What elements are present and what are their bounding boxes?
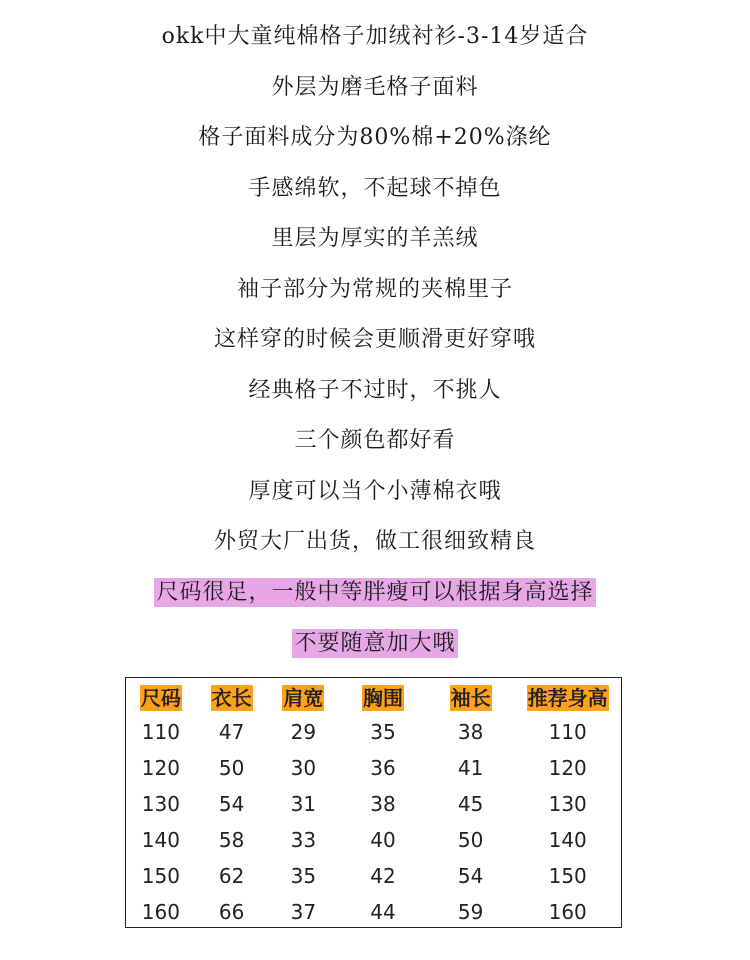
- table-cell: 47: [218, 720, 245, 744]
- table-cell: 58: [218, 828, 245, 852]
- size-note-text: 尺码很足，一般中等胖瘦可以根据身高选择: [156, 580, 594, 605]
- table-cell: 140: [141, 828, 180, 852]
- table-cell: 130: [548, 792, 587, 816]
- table-cell: 110: [548, 720, 587, 744]
- size-note-highlight: [0, 578, 750, 608]
- size-chart-header-row: [126, 678, 621, 714]
- table-cell: 120: [141, 756, 180, 780]
- description-line: 这样穿的时候会更顺滑更好穿哦: [213, 327, 536, 352]
- table-cell: 54: [457, 864, 484, 888]
- header-cell: 衣长: [211, 685, 252, 710]
- table-cell: 150: [548, 864, 587, 888]
- header-cell: 袖长: [450, 685, 491, 710]
- description-line: 袖子部分为常规的夹棉里子: [236, 277, 513, 302]
- description-line: 三个颜色都好看: [294, 428, 456, 453]
- header-cell: 推荐身高: [527, 685, 608, 710]
- table-cell: 50: [457, 828, 484, 852]
- size-warning-highlight: [0, 629, 750, 659]
- table-cell: 62: [218, 864, 245, 888]
- table-cell: 35: [290, 864, 317, 888]
- table-cell: 160: [548, 900, 587, 924]
- table-cell: 59: [457, 900, 484, 924]
- header-cell: 肩宽: [283, 685, 324, 710]
- description-line: 格子面料成分为80%棉+20%涤纶: [198, 125, 552, 150]
- table-cell: 29: [290, 720, 317, 744]
- table-cell: 37: [290, 900, 317, 924]
- table-cell: 120: [548, 756, 587, 780]
- table-row: [126, 822, 621, 858]
- table-cell: 50: [218, 756, 245, 780]
- table-cell: 42: [370, 864, 396, 888]
- table-cell: 36: [370, 756, 396, 780]
- table-cell: 38: [370, 792, 396, 816]
- product-title: okk中大童纯棉格子加绒衬衫-3-14岁适合: [161, 24, 589, 49]
- description-line: 外层为磨毛格子面料: [271, 75, 479, 100]
- size-chart-table: [126, 678, 621, 930]
- header-cell: 尺码: [140, 685, 181, 710]
- description-line: 手感绵软，不起球不掉色: [248, 176, 502, 201]
- table-cell: 130: [141, 792, 180, 816]
- table-cell: 31: [290, 792, 317, 816]
- table-cell: 160: [141, 900, 180, 924]
- table-cell: 33: [290, 828, 317, 852]
- description-line: 外贸大厂出货，做工很细致精良: [213, 529, 536, 554]
- table-row: [126, 858, 621, 894]
- table-cell: 35: [370, 720, 396, 744]
- description-line: 经典格子不过时，不挑人: [248, 378, 502, 403]
- table-cell: 38: [457, 720, 484, 744]
- header-cell: 胸围: [363, 685, 403, 710]
- table-cell: 66: [218, 900, 245, 924]
- table-cell: 54: [218, 792, 245, 816]
- table-cell: 44: [370, 900, 396, 924]
- table-cell: 45: [457, 792, 484, 816]
- description-line: 里层为厚实的羊羔绒: [271, 226, 479, 251]
- table-cell: 150: [141, 864, 180, 888]
- table-cell: 40: [370, 828, 396, 852]
- table-cell: 140: [548, 828, 587, 852]
- table-row: [126, 714, 621, 750]
- size-warning-text: 不要随意加大哦: [294, 631, 456, 656]
- table-row: [126, 750, 621, 786]
- size-chart: [125, 677, 622, 928]
- table-cell: 110: [141, 720, 180, 744]
- table-cell: 30: [290, 756, 317, 780]
- table-row: [126, 786, 621, 822]
- table-cell: 41: [457, 756, 484, 780]
- description-line: 厚度可以当个小薄棉衣哦: [248, 479, 502, 504]
- table-row: [126, 894, 621, 930]
